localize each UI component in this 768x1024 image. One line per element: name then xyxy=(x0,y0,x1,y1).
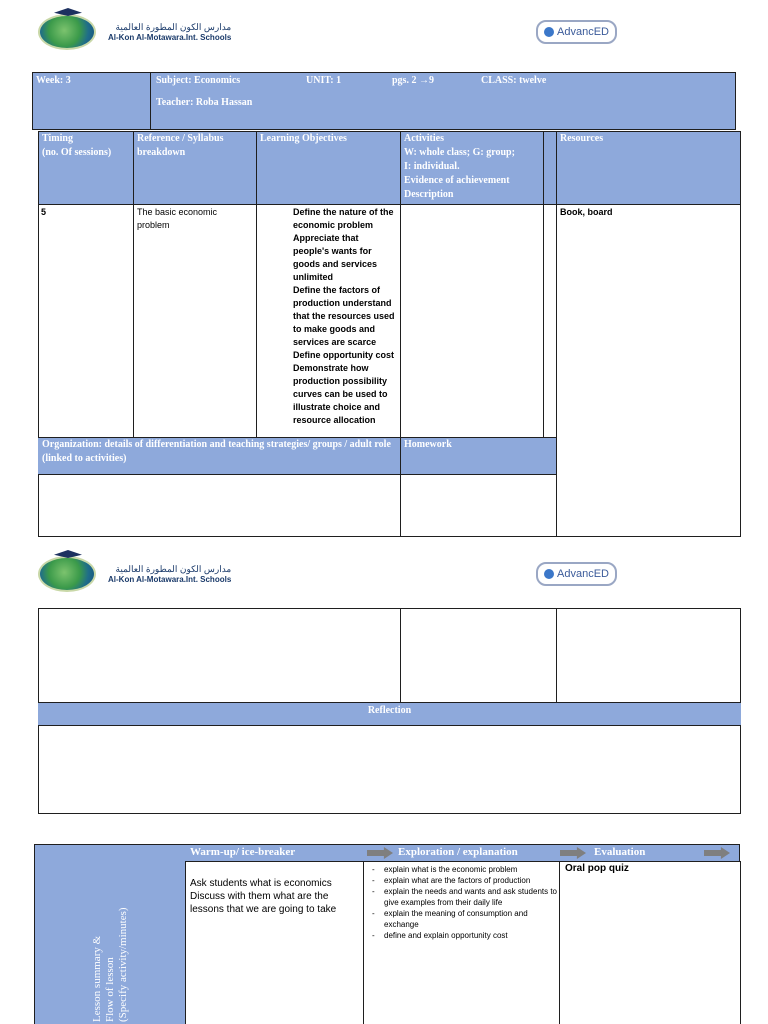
school-english-name: Al-Kon Al-Motawara.Int. Schools xyxy=(108,33,232,42)
exploration-list xyxy=(362,864,558,941)
advanced-logo-icon xyxy=(544,569,554,579)
graduation-cap-icon xyxy=(54,8,82,16)
objectives-value: Define the nature of the economic problem Appreciate that people's wants for goods and services unlimited Define the factors of production understand that the resources used to make goods and services are scarce Define opportunity cost Demonstrate how production possibility curves can be used to illustrate choice and resource allocation xyxy=(293,207,395,425)
accreditation-logo-page2 xyxy=(536,562,617,586)
school-logo-page2 xyxy=(38,554,298,594)
globe-logo-icon xyxy=(38,556,96,592)
lesson-summary-label-2: Flow of lesson xyxy=(104,957,116,1022)
lesson-summary-label-1: Lesson summary & xyxy=(91,935,103,1022)
organization-label: Organization: details of differentiation and teaching strategies/ groups / adult role (linked to activities) xyxy=(42,439,391,464)
unit-label: UNIT: 1 xyxy=(306,75,342,86)
homework-content xyxy=(401,476,555,535)
list-item: - define and explain opportunity cost xyxy=(372,930,558,941)
reflection-content xyxy=(39,727,740,813)
class-label: CLASS: twelve xyxy=(481,75,547,86)
list-item: - explain what is the economic problem xyxy=(372,864,558,875)
evaluation-label: Evaluation xyxy=(594,846,646,858)
reference-header: Reference / Syllabus breakdown xyxy=(137,133,224,158)
resources-value: Book, board xyxy=(560,207,613,217)
teacher-label: Teacher: Roba Hassan xyxy=(156,97,253,108)
resources-header: Resources xyxy=(560,133,604,144)
reference-value: The basic economic problem xyxy=(137,207,218,230)
exploration-label: Exploration / explanation xyxy=(398,846,518,858)
accreditation-name: AdvancED xyxy=(557,568,609,580)
timing-value: 5 xyxy=(41,207,47,217)
school-arabic-name: مدارس الكون المطورة العالمية xyxy=(115,22,232,32)
school-logo xyxy=(38,12,298,52)
organization-content xyxy=(39,476,399,535)
list-item: - explain what are the factors of production xyxy=(372,875,558,886)
school-arabic-name: مدارس الكون المطورة العالمية xyxy=(115,564,232,574)
graduation-cap-icon xyxy=(54,550,82,558)
week-label: Week: 3 xyxy=(36,75,71,86)
evaluation-text: Oral pop quiz xyxy=(565,863,629,874)
warmup-label: Warm-up/ ice-breaker xyxy=(190,846,296,858)
subject-label: Subject: Economics xyxy=(156,75,241,86)
timing-header: Timing (no. Of sessions) xyxy=(42,133,112,158)
header-info-table xyxy=(32,72,736,130)
lesson-summary-label-3: (Specify activity/minutes) xyxy=(117,907,129,1022)
globe-logo-icon xyxy=(38,14,96,50)
school-english-name: Al-Kon Al-Motawara.Int. Schools xyxy=(108,575,232,584)
objectives-header: Learning Objectives xyxy=(260,133,347,144)
advanced-logo-icon xyxy=(544,27,554,37)
warmup-text: Ask students what is economics Discuss with them what are the lessons that we are going to take xyxy=(190,878,337,915)
homework-label: Homework xyxy=(404,439,452,450)
pages-label: pgs. 2 →9 xyxy=(392,75,434,86)
accreditation-logo xyxy=(536,20,617,44)
accreditation-name: AdvancED xyxy=(557,26,609,38)
activities-header: Activities W: whole class; G: group; I: individual. Evidence of achievement Description xyxy=(404,133,515,200)
list-item: - explain the meaning of consumption and exchange xyxy=(372,908,558,930)
list-item: - explain the needs and wants and ask students to give examples from their daily life xyxy=(372,886,558,908)
reflection-label: Reflection xyxy=(367,705,412,716)
